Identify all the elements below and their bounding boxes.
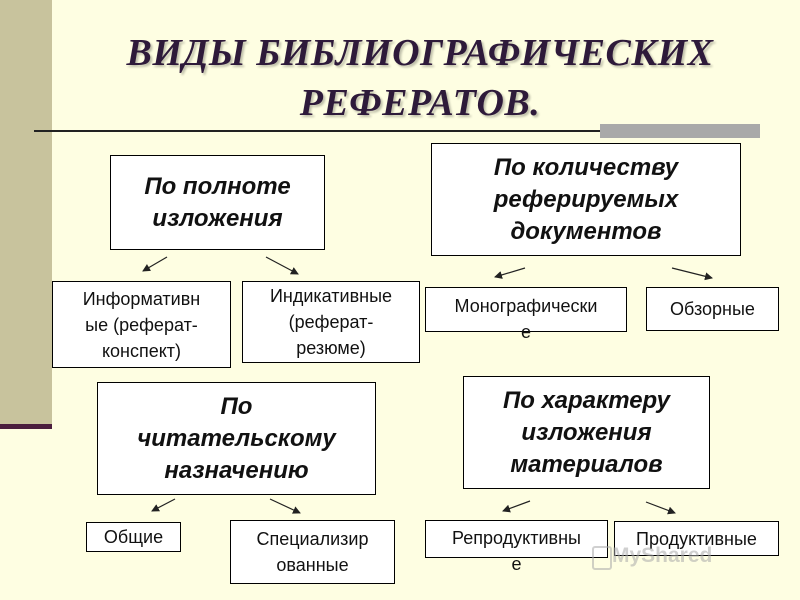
arrow-to-productive: [646, 502, 675, 513]
title-line-2: РЕФЕРАТОВ.: [299, 82, 541, 124]
type-productive-line-1: Продуктивные: [636, 528, 757, 549]
type-indicative-line-1: Индикативные: [269, 286, 393, 306]
type-reproductive-line-2: е: [511, 554, 522, 574]
category-quantity-line-2: реферируемых: [493, 185, 679, 213]
type-general-line-1: Общие: [103, 527, 164, 547]
category-completeness-line-1: По полноте: [144, 172, 291, 200]
type-monographic-line-2: е: [520, 322, 531, 342]
arrow-to-informative: [143, 257, 167, 271]
type-monographic-line-1: Монографически: [454, 296, 598, 316]
title-line-1: ВИДЫ БИБЛИОГРАФИЧЕСКИХ: [126, 32, 714, 74]
watermark-icon: [592, 546, 612, 570]
type-specialized-line-1: Специализир: [256, 529, 369, 549]
type-review-line-1: Обзорные: [670, 299, 755, 319]
arrow-to-indicative: [266, 257, 298, 274]
arrow-to-monographic: [495, 268, 525, 277]
category-reader-line-3: назначению: [164, 456, 309, 484]
watermark-text: MyShared: [612, 544, 713, 567]
type-informative-line-3: конспект): [101, 340, 182, 361]
category-character-line-2: изложения: [521, 418, 652, 446]
category-reader-line-2: читательскому: [137, 424, 336, 452]
arrow-to-specialized: [270, 499, 300, 513]
arrow-to-general: [152, 499, 175, 511]
type-indicative-line-3: резюме): [296, 338, 366, 358]
type-informative-line-2: ые (реферат-: [85, 314, 198, 335]
category-character-line-1: По характеру: [503, 386, 670, 414]
type-indicative-line-2: (реферат-: [288, 312, 374, 332]
category-completeness-line-2: изложения: [152, 204, 283, 232]
arrow-to-review: [672, 268, 712, 278]
category-character-line-3: материалов: [510, 450, 663, 478]
category-quantity-line-3: документов: [510, 217, 662, 245]
category-reader-line-1: По: [220, 392, 253, 420]
arrow-to-reproductive: [503, 501, 530, 511]
category-quantity-line-1: По количеству: [493, 153, 679, 181]
type-informative-line-1: Информативн: [82, 288, 201, 309]
type-reproductive-line-1: Репродуктивны: [452, 528, 581, 548]
type-specialized-line-2: ованные: [276, 555, 349, 575]
